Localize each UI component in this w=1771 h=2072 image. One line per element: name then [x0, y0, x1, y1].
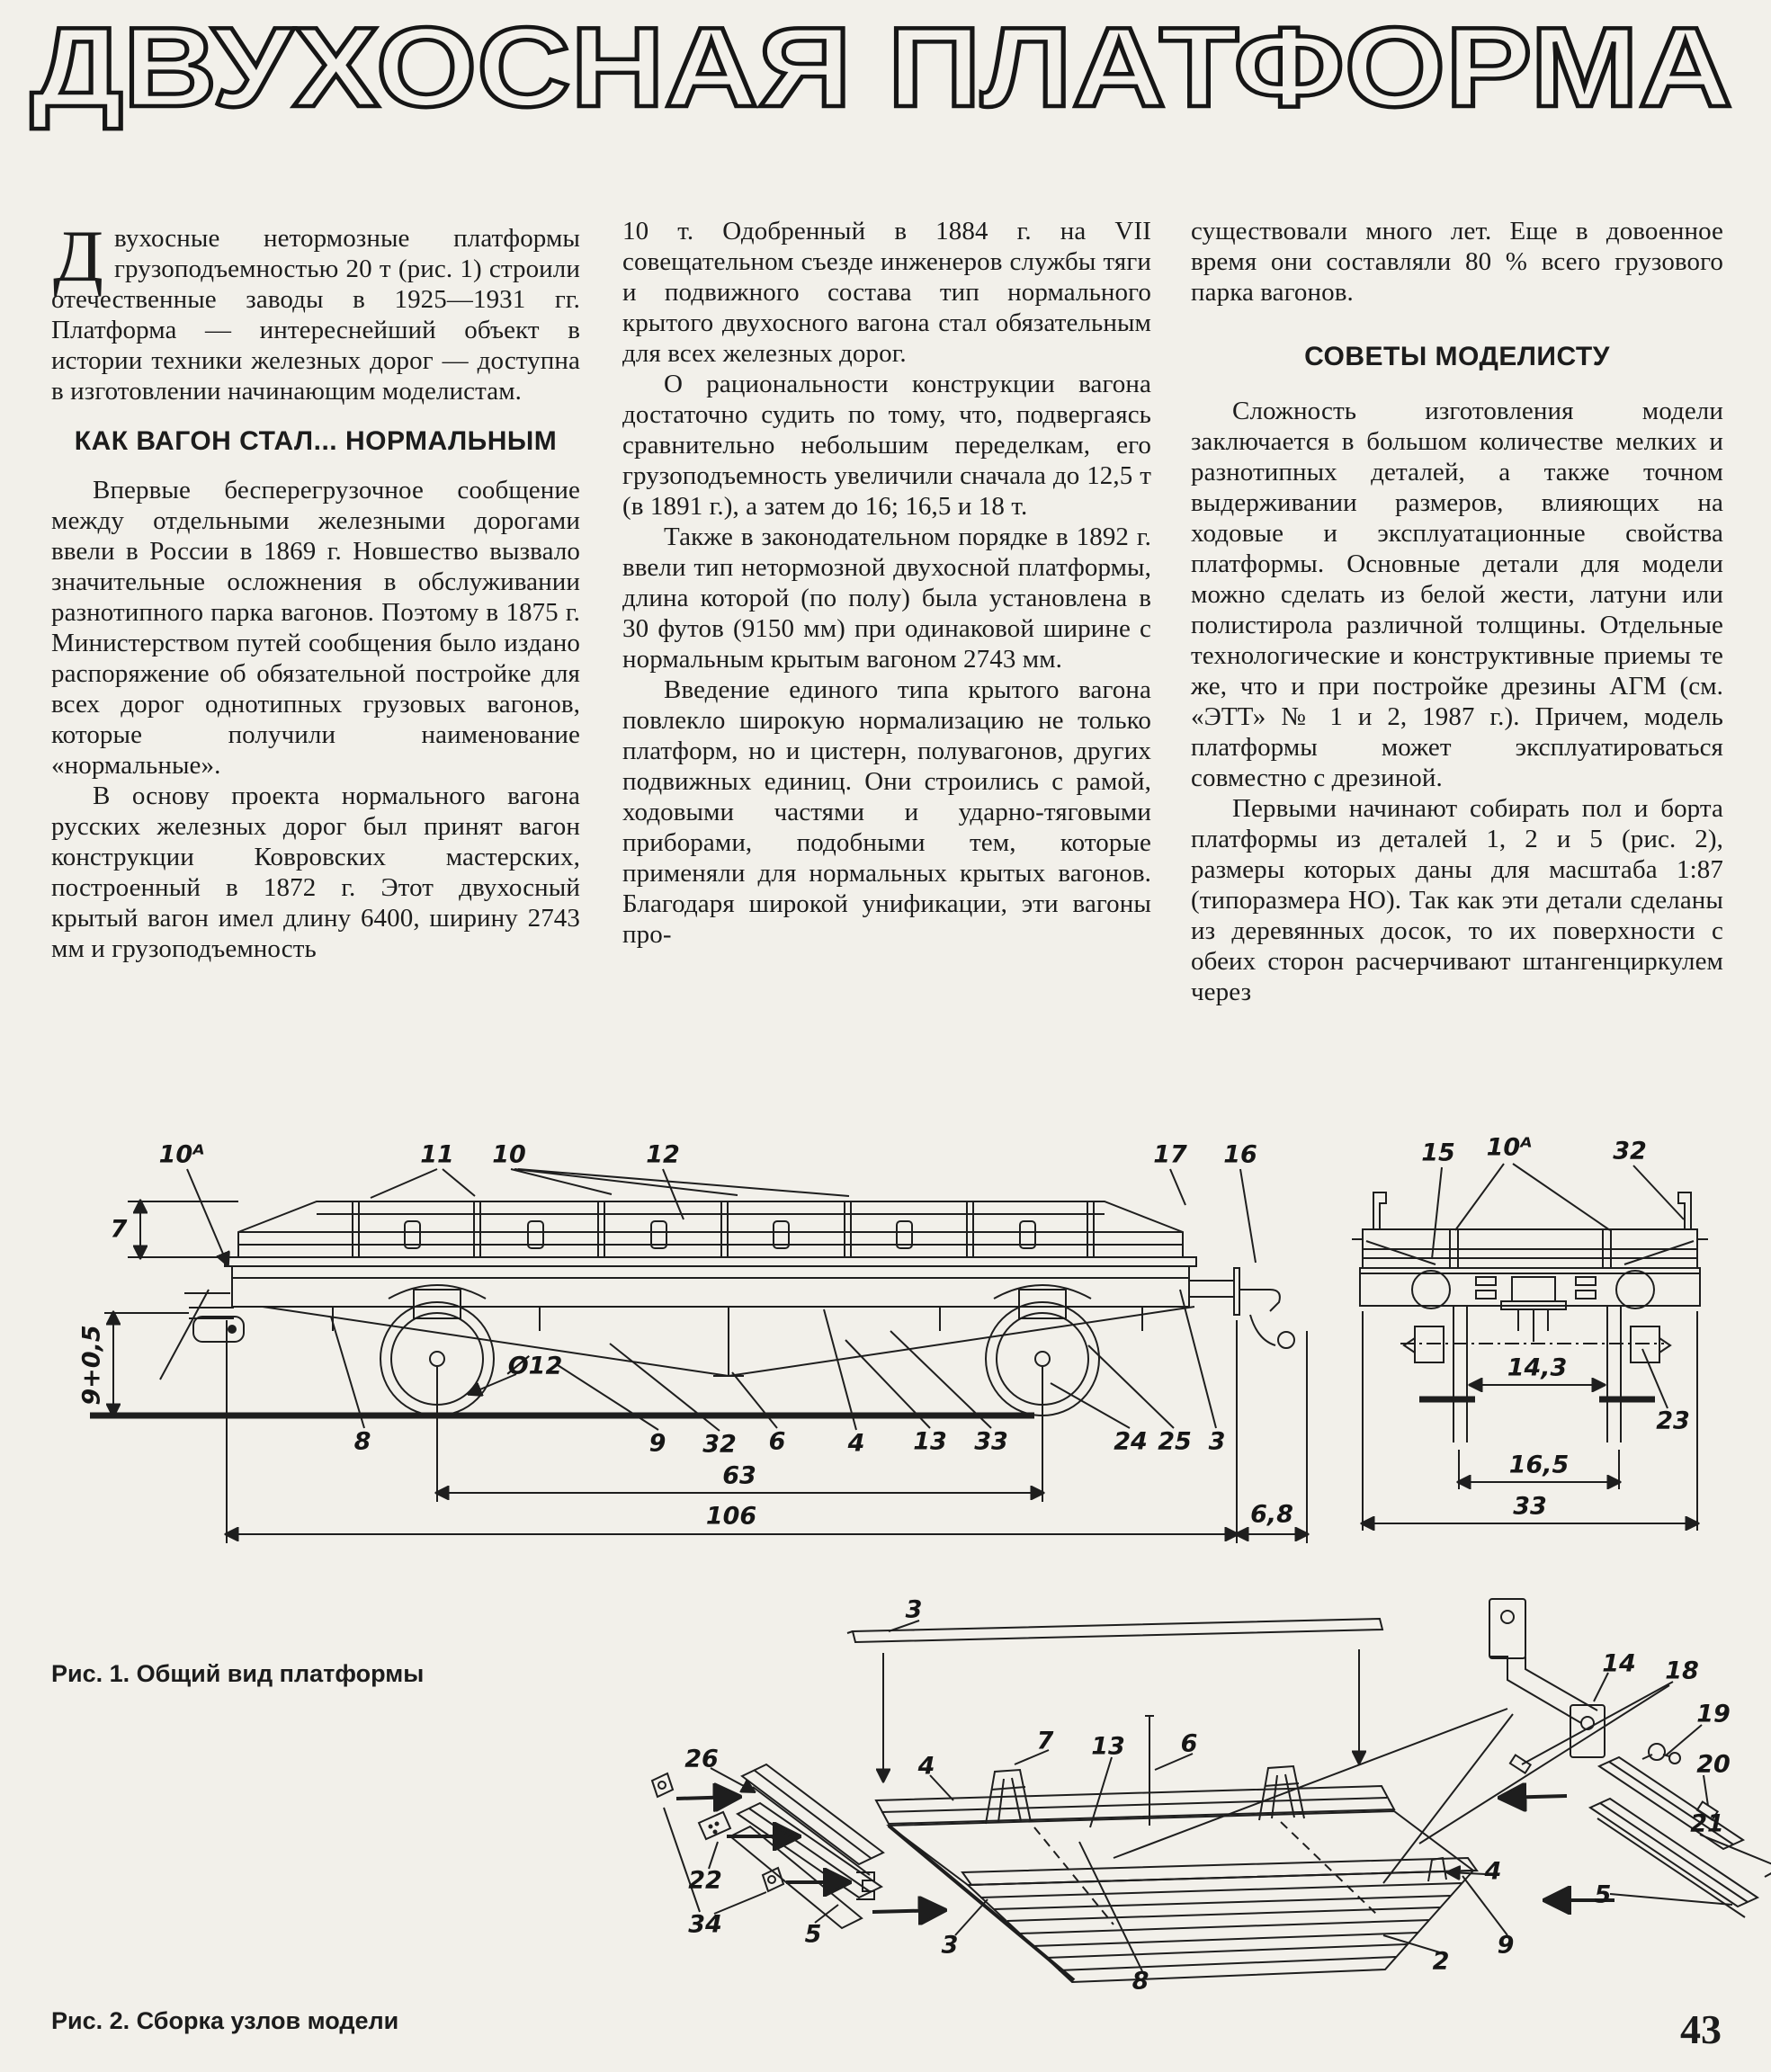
dimension-label: 6,8: [1250, 1500, 1293, 1529]
paragraph-lead-text: вухосные нетормозные платформы грузоподъемностью 20 т (рис. 1) строили отечественные заводы в 1925—1931 гг. Платформа — интереснейший объект в истории техники железных дорог — доступна в изготовлении начинающим моделистам.: [51, 224, 580, 406]
part-number-label: 4: [847, 1429, 865, 1458]
part-number-label: 26: [684, 1745, 719, 1773]
part-number-label: 3: [1208, 1427, 1226, 1456]
part-number-label: 18: [1665, 1657, 1699, 1685]
figure-1-caption: Рис. 1. Общий вид платформы: [51, 1660, 425, 1687]
part-number-label: 6: [768, 1427, 786, 1456]
dimension-label: 14,3: [1507, 1353, 1568, 1382]
section-heading-1: КАК ВАГОН СТАЛ... НОРМАЛЬНЫМ: [74, 426, 558, 456]
paragraph: В основу проекта нормального вагона русских железных дорог был принят вагон конструкции Ковровских мастерских, построенный в 1872 г. Этот двухосный крытый вагон имел длину 6400, ширину 2743 мм и грузоподъемность: [51, 781, 580, 963]
part-number-label: 3: [941, 1931, 959, 1960]
dimension-label: 7: [110, 1215, 128, 1244]
part-number-label: 12: [646, 1140, 680, 1169]
part-number-label: 7: [1036, 1727, 1054, 1755]
paragraph: О рациональности конструкции вагона достаточно судить по тому, что, подвергаясь сравнительно небольшим переделкам, его грузоподъемность увеличили сначала до 12,5 т (в 1891 г.), а затем до 16; 16,5 и 18 т.: [622, 370, 1151, 521]
part-number-label: 14: [1602, 1649, 1636, 1678]
part-number-label: 17: [1153, 1140, 1187, 1169]
dimension-label: Ø12: [507, 1352, 563, 1380]
paragraph: существовали много лет. Еще в довоенное время они составляли 80 % всего грузового парка вагонов.: [1191, 217, 1723, 307]
dimension-label: 9+0,5: [77, 1325, 106, 1406]
part-number-label: 5: [1594, 1880, 1612, 1909]
dimension-label: 16,5: [1508, 1451, 1570, 1479]
part-number-label: 10: [492, 1140, 526, 1169]
part-number-label: 33: [974, 1427, 1008, 1456]
part-number-label: 9: [648, 1429, 666, 1458]
paragraph: Первыми начинают собирать пол и борта платформы из деталей 1, 2 и 5 (рис. 2), размеры которых даны для масштаба 1:87 (типоразмера НО). Так как эти детали сделаны из деревянных досок, то их поверхности с обеих сторон расчерчивают штангенциркулем через: [1191, 794, 1723, 1006]
dimension-label: 33: [1513, 1492, 1547, 1521]
part-number-label: 16: [1223, 1140, 1257, 1169]
part-number-label: 4: [917, 1752, 935, 1781]
paragraph: Впервые бесперегрузочное сообщение между отдельными железными дорогами ввели в России в 1869 г. Новшество вызвало значительные осложнения в обслуживании разнотипного парка вагонов. Поэтому в 1875 г. Министерством путей сообщения было издано распоряжение об обязательной постройке для всех дорог однотипных грузовых вагонов, которые получили наименование «нормальные».: [51, 476, 580, 780]
part-number-label: 25: [1158, 1427, 1192, 1456]
paragraph: 10 т. Одобренный в 1884 г. на VII совещательном съезде инженеров службы тяги и подвижного состава тип нормального крытого двухосного вагона стал обязательным для всех железных дорог.: [622, 217, 1151, 368]
part-number-label: 20: [1696, 1750, 1731, 1779]
part-number-label: 11: [420, 1140, 454, 1169]
part-number-label: 10ᴬ: [1486, 1133, 1533, 1162]
figure-2-assembly: [531, 1574, 1771, 2070]
part-number-label: 32: [1613, 1137, 1647, 1166]
page-title-text: ДВУХОСНАЯ ПЛАТФОРМА: [31, 7, 1732, 130]
part-number-label: 23: [1656, 1407, 1690, 1435]
part-number-label: 10ᴬ: [158, 1140, 205, 1169]
text-column-2: [622, 216, 1151, 950]
part-number-label: 8: [353, 1427, 371, 1456]
exploded-assembly-drawing: [531, 1574, 1771, 2070]
part-number-label: 22: [688, 1866, 722, 1895]
part-number-label: 21: [1690, 1809, 1724, 1838]
part-number-label: 19: [1696, 1700, 1731, 1728]
part-number-label: 8: [1131, 1967, 1149, 1996]
section-heading-2: СОВЕТЫ МОДЕЛИСТУ: [1304, 342, 1610, 371]
flatcar-side-and-end-view-drawing: [54, 1104, 1745, 1572]
paragraph: Введение единого типа крытого вагона повлекло широкую нормализацию не только платформ, но и цистерн, полувагонов, других подвижных единиц. Они строились с рамой, ходовыми частями и ударно-тяговыми приборами, подобными тем, которые применяли для нормальных крытых вагонов. Благодаря широкой унификации, эти вагоны про-: [622, 675, 1151, 949]
part-number-label: 32: [702, 1430, 737, 1459]
part-number-label: 34: [688, 1910, 722, 1939]
page-title: [25, 7, 1745, 131]
text-column-3: [1191, 216, 1723, 1007]
dimension-label: 106: [705, 1502, 757, 1531]
part-number-label: 15: [1421, 1139, 1455, 1167]
part-number-label: 13: [913, 1427, 947, 1456]
drop-cap: Д: [53, 215, 104, 297]
part-number-label: 6: [1180, 1729, 1198, 1758]
part-number-label: 3: [905, 1595, 923, 1624]
paragraph: Также в законодательном порядке в 1892 г. ввели тип нетормозной двухосной платформы, длина которой (по полу) была установлена в 30 футов (9150 мм) при одинаковой ширине с нормальным крытым вагоном 2743 мм.: [622, 522, 1151, 674]
text-column-1: [51, 215, 580, 964]
part-number-label: 13: [1091, 1732, 1125, 1761]
figure-1-general-view: [54, 1104, 1745, 1572]
part-number-label: 5: [804, 1920, 822, 1949]
figure-2-caption: Рис. 2. Сборка узлов модели: [51, 2007, 399, 2034]
part-number-label: 2: [1432, 1947, 1450, 1976]
page-number: 43: [1680, 2006, 1722, 2052]
part-number-label: 9: [1497, 1931, 1515, 1960]
paragraph: Сложность изготовления модели заключается в большом количестве мелких и разнотипных деталей, а также точном выдерживании размеров, влияющих на ходовые и эксплуатационные свойства платформы. Основные детали для модели можно сделать из белой жести, латуни или полистирола различной толщины. Отдельные технологические и конструктивные приемы те же, что и при постройке дрезины АГМ (см. «ЭТТ» № 1 и 2, 1987 г.). Причем, модель платформы может эксплуатироваться совместно с дрезиной.: [1191, 397, 1723, 792]
paragraph-lead: [51, 215, 580, 406]
part-number-label: 4: [1484, 1857, 1502, 1886]
dimension-label: 63: [722, 1461, 756, 1490]
part-number-label: 24: [1114, 1427, 1148, 1456]
